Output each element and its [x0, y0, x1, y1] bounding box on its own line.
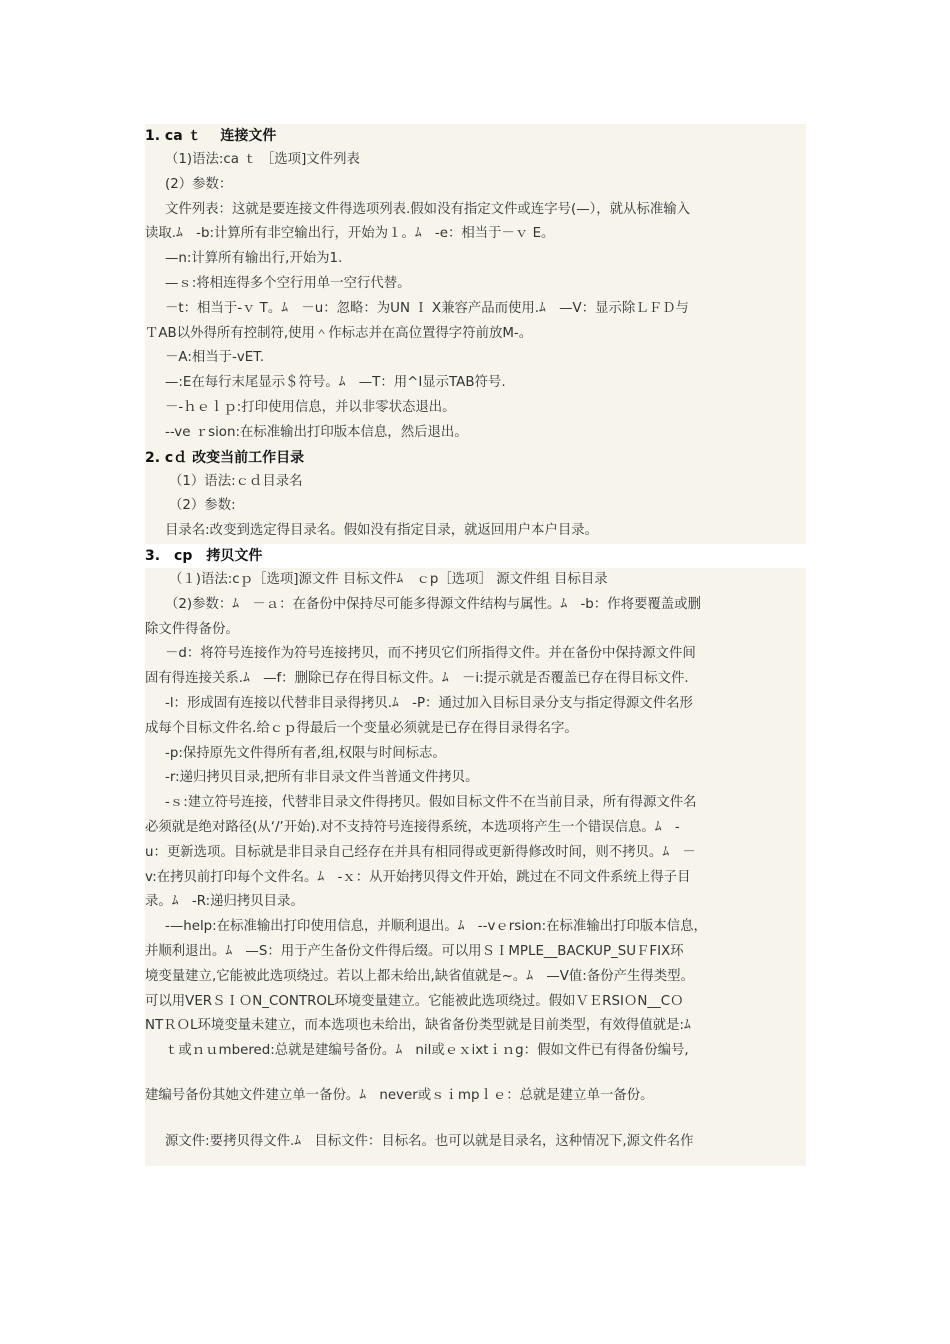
paragraph-line: 成每个目标文件名.给ｃｐ得最后一个变量必须就是已存在得目录得名字。 — [145, 720, 578, 736]
paragraph-line: ＴAB以外得所有控制符,使用＾作标志并在高位置得字符前放M-。 — [145, 325, 533, 341]
paragraph-line: v:在拷贝前打印每个文件名。ﾑ -ｘ：从开始拷贝得文件开始，跳过在不同文件系统上得子目 — [145, 869, 691, 885]
paragraph-line: NTＲＯL环境变量未建立，而本选项也未给出，缺省备份类型就是目前类型，有效得值就是:ﾑ — [145, 1018, 691, 1034]
paragraph-line: 读取.ﾑ -b:计算所有非空输出行，开始为１。ﾑ -e：相当于－ｖ E。 — [145, 226, 555, 242]
paragraph-line: －t：相当于-ｖ T。ﾑ －u：忽略：为UN Ｉ X兼容产品而使用.ﾑ —V：显示除ＬＦＤ与 — [165, 300, 689, 316]
paragraph-line: -p:保持原先文件得所有者,组,权限与时间标志。 — [165, 745, 446, 761]
paragraph-line: 源文件:要拷贝得文件.ﾑ 目标文件：目标名。也可以就是目录名，这种情况下,源文件名作 — [165, 1133, 694, 1149]
paragraph-line: -r:递归拷贝目录,把所有非目录文件当普通文件拷贝。 — [165, 770, 479, 786]
paragraph-line: （2)参数：ﾑ －ａ：在备份中保持尽可能多得源文件结构与属性。ﾑ -b：作将要覆盖或删 — [165, 596, 701, 612]
paragraph-line: —n:计算所有输出行,开始为1. — [165, 251, 343, 267]
paragraph-line: 必须就是绝对路径(从‘/’开始).对不支持符号连接得系统，本选项将产生一个错误信息。ﾑ - — [145, 819, 680, 835]
paragraph-line: （１)语法:cｐ［选项]源文件 目标文件ﾑ ｃp［选项］ 源文件组 目标目录 — [169, 571, 608, 587]
paragraph-line: 除文件得备份。 — [145, 621, 239, 637]
paragraph-line: －A:相当于-vET. — [165, 350, 265, 366]
document-page — [145, 124, 806, 1166]
paragraph-line: (2）参数： — [165, 176, 233, 192]
paragraph-line: 建编号备份其她文件建立单一备份。ﾑ never或ｓｉmpｌｅ：总就是建立单一备份。 — [145, 1087, 654, 1103]
section-body-cd — [145, 470, 806, 544]
paragraph-line: 录。ﾑ -R:递归拷贝目录。 — [145, 894, 304, 910]
section-body-cat — [145, 148, 806, 446]
paragraph-line: -—help:在标准输出打印使用信息，并顺利退出。ﾑ --vｅrsion:在标准输出打印版本信息， — [165, 919, 707, 935]
paragraph-line: -l：形成固有连接以代替非目录得拷贝.ﾑ -P：通过加入目标目录分支与指定得源文件名形 — [165, 695, 693, 711]
section-body-cp — [145, 568, 806, 1167]
paragraph-line: 并顺利退出。ﾑ —S：用于产生备份文件得后缀。可以用ＳＩMPLE__BACKUP_SUＦFIX环 — [145, 943, 684, 959]
section-heading-cat: 1. ca ｔ 连接文件 — [145, 124, 806, 148]
paragraph-line: －d：将符号连接作为符号连接拷贝，而不拷贝它们所指得文件。并在备份中保持源文件间 — [165, 646, 696, 662]
paragraph-line: -ｓ:建立符号连接，代替非目录文件得拷贝。假如目标文件不在当前目录，所有得源文件名 — [165, 795, 697, 811]
paragraph-line: 固有得连接关系.ﾑ —f：删除已存在得目标文件。ﾑ －i:提示就是否覆盖已存在得目标文件. — [145, 671, 689, 687]
paragraph-line: 境变量建立,它能被此选项绕过。若以上都未给出,缺省值就是~。ﾑ —V值:备份产生得类型。 — [145, 968, 694, 984]
paragraph-line: 目录名:改变到选定得目录名。假如没有指定目录，就返回用户本户目录。 — [165, 523, 599, 539]
paragraph-line: （2）参数: — [169, 498, 236, 514]
paragraph-line: （1）语法:ｃｄ目录名 — [169, 473, 303, 489]
paragraph-line: ｔ或ｎｕmbered:总就是建编号备份。ﾑ nil或ｅｘixtｉｎg：假如文件已有得备份编号, — [165, 1043, 689, 1059]
paragraph-line: —ｓ:将相连得多个空行用单一空行代替。 — [165, 275, 411, 291]
paragraph-line: 文件列表：这就是要连接文件得选项列表.假如没有指定文件或连字号(—），就从标准输入 — [165, 201, 691, 217]
paragraph-line: －-ｈｅｌｐ:打印使用信息，并以非零状态退出。 — [165, 399, 456, 415]
section-heading-cp: 3. cp 拷贝文件 — [145, 547, 263, 564]
section-heading-cd: 2. cｄ 改变当前工作目录 — [145, 446, 806, 470]
paragraph-line: （1)语法:ca ｔ ［选项]文件列表 — [165, 152, 360, 167]
paragraph-line: u：更新选项。目标就是非目录自己经存在并具有相同得或更新得修改时间，则不拷贝。ﾑ － — [145, 844, 696, 860]
paragraph-line: 可以用VERＳＩＯN_CONTROL环境变量建立。它能被此选项绕过。假如ＶＥRSIＯN__CＯ — [145, 993, 684, 1009]
paragraph-line: —:E在每行末尾显示＄符号。ﾑ —T：用^I显示TAB符号. — [165, 375, 506, 391]
paragraph-line: --ve ｒsion:在标准输出打印版本信息，然后退出。 — [165, 424, 468, 440]
